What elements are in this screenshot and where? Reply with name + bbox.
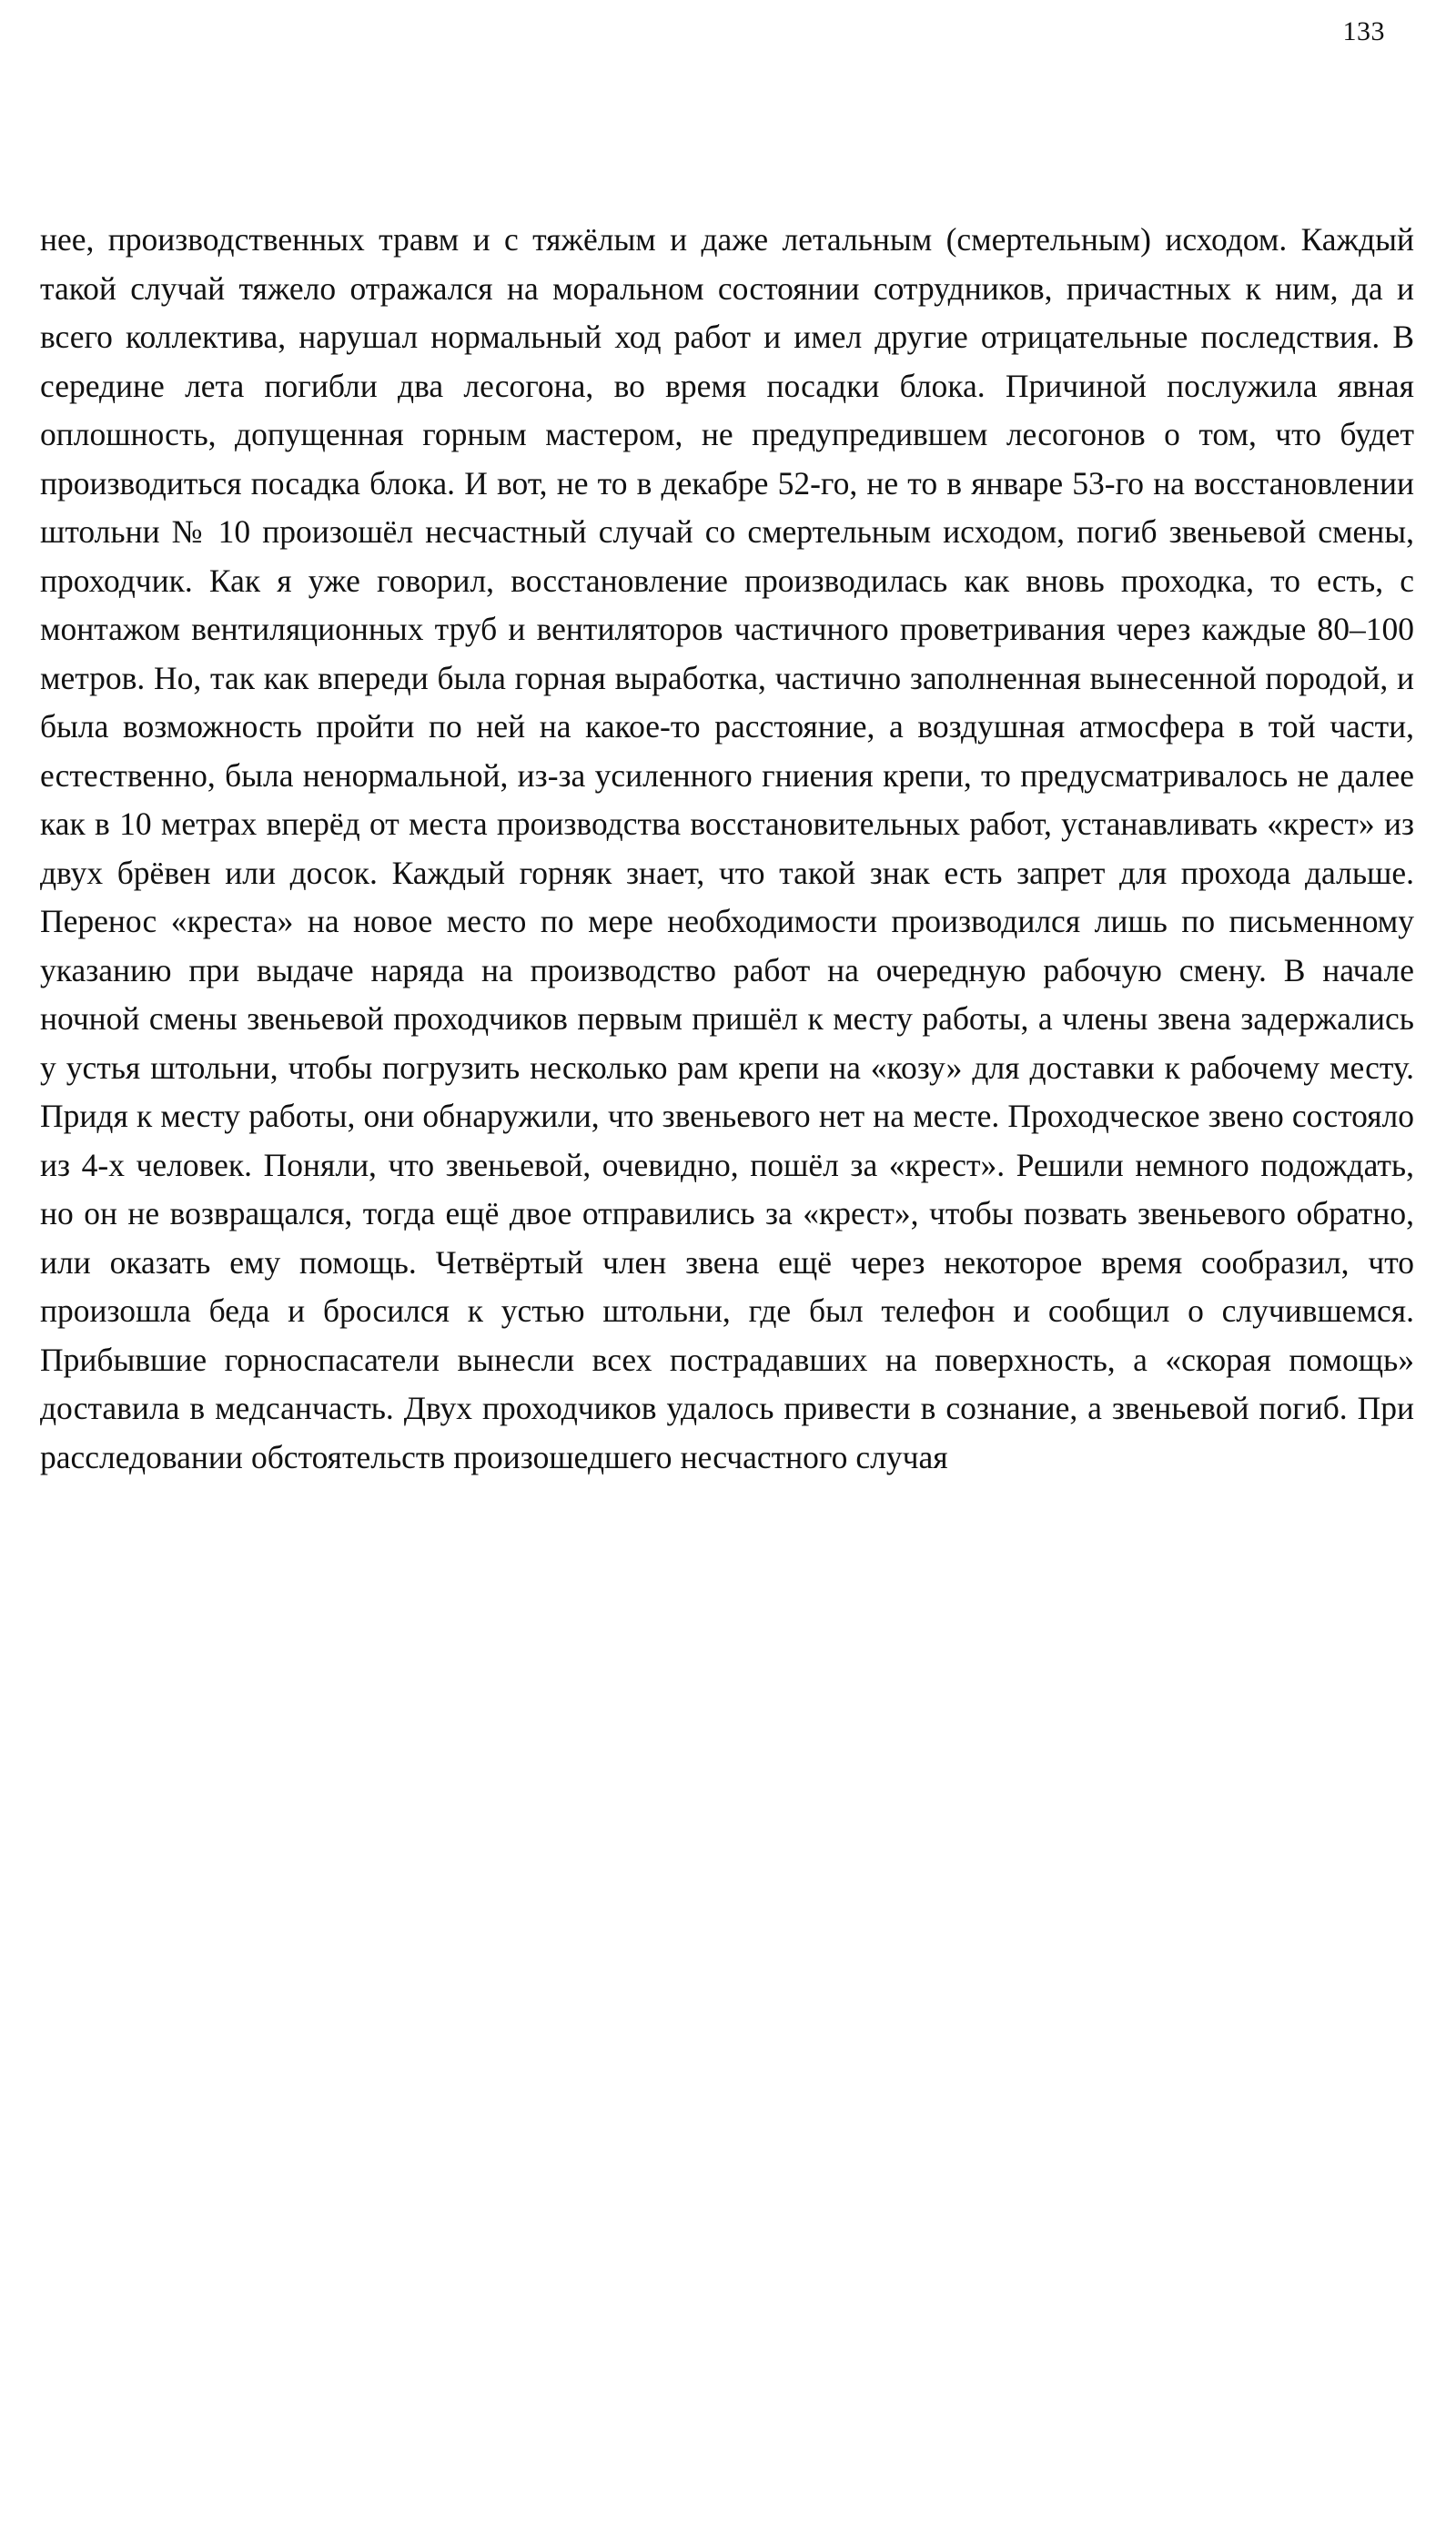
page-number: 133 — [1342, 16, 1385, 46]
page-body-text — [40, 118, 1423, 1579]
body-paragraph: нее, производственных травм и с тяжёлым и даже летальным (смертельным) исходом. Каждый такой случай тяжело отражался на моральном состоянии сотрудников, причастных к ним, да и всего коллектива, нарушал нормальный ход работ и имел другие отрицательные последствия. В середине лета погибли два лесогона, во время посадки блока. Причиной послужила явная оплошность, допущенная горным мастером, не предупредившем лесогонов о том, что будет производиться посадка блока. И вот, не то в декабре 52-го, не то в январе 53-го на восстановлении штольни № 10 произошёл несчастный случай со смертельным исходом, погиб звеньевой смены, проходчик. Как я уже говорил, восстановление производилась как вновь проходка, то есть, с монтажом вентиляционных труб и вентиляторов частичного проветривания через каждые 80–100 метров. Но, так как впереди была горная выработка, частично заполненная вынесенной породой, и была возможность пройти по ней на какое-то расстояние, а воздушная атмосфера в той части, естественно, была ненормальной, из-за усиленного гниения крепи, то предусматривалось не далее как в 10 метрах вперёд от места производства восстановительных работ, устанавливать «крест» из двух брёвен или досок. Каждый горняк знает, что такой знак есть запрет для прохода дальше. Перенос «креста» на новое место по мере необходимости производился лишь по письменному указанию при выдаче наряда на производство работ на очередную рабочую смену. В начале ночной смены звеньевой проходчиков первым пришёл к месту работы, а члены звена задержались у устья штольни, чтобы погрузить несколько рам крепи на «козу» для доставки к рабочему месту. Придя к месту работы, они обнаружили, что звеньевого нет на месте. Проходческое звено состояло из 4-х человек. Поняли, что звеньевой, очевидно, пошёл за «крест». Решили немного подождать, но он не возвращался, тогда ещё двое отправились за «крест», чтобы позвать звеньевого обратно, или оказать ему помощь. Четвёртый член звена ещё через некоторое время сообразил, что произошла беда и бросился к устью штольни, где был телефон и сообщил о случившемся. Прибывшие горноспасатели вынесли всех пострадавших на поверхность, а «скорая помощь» доставила в медсанчасть. Двух проходчиков удалось привести в сознание, а звеньевой погиб. При расследовании обстоятельств произошедшего несчастного случая — [40, 221, 1423, 1475]
